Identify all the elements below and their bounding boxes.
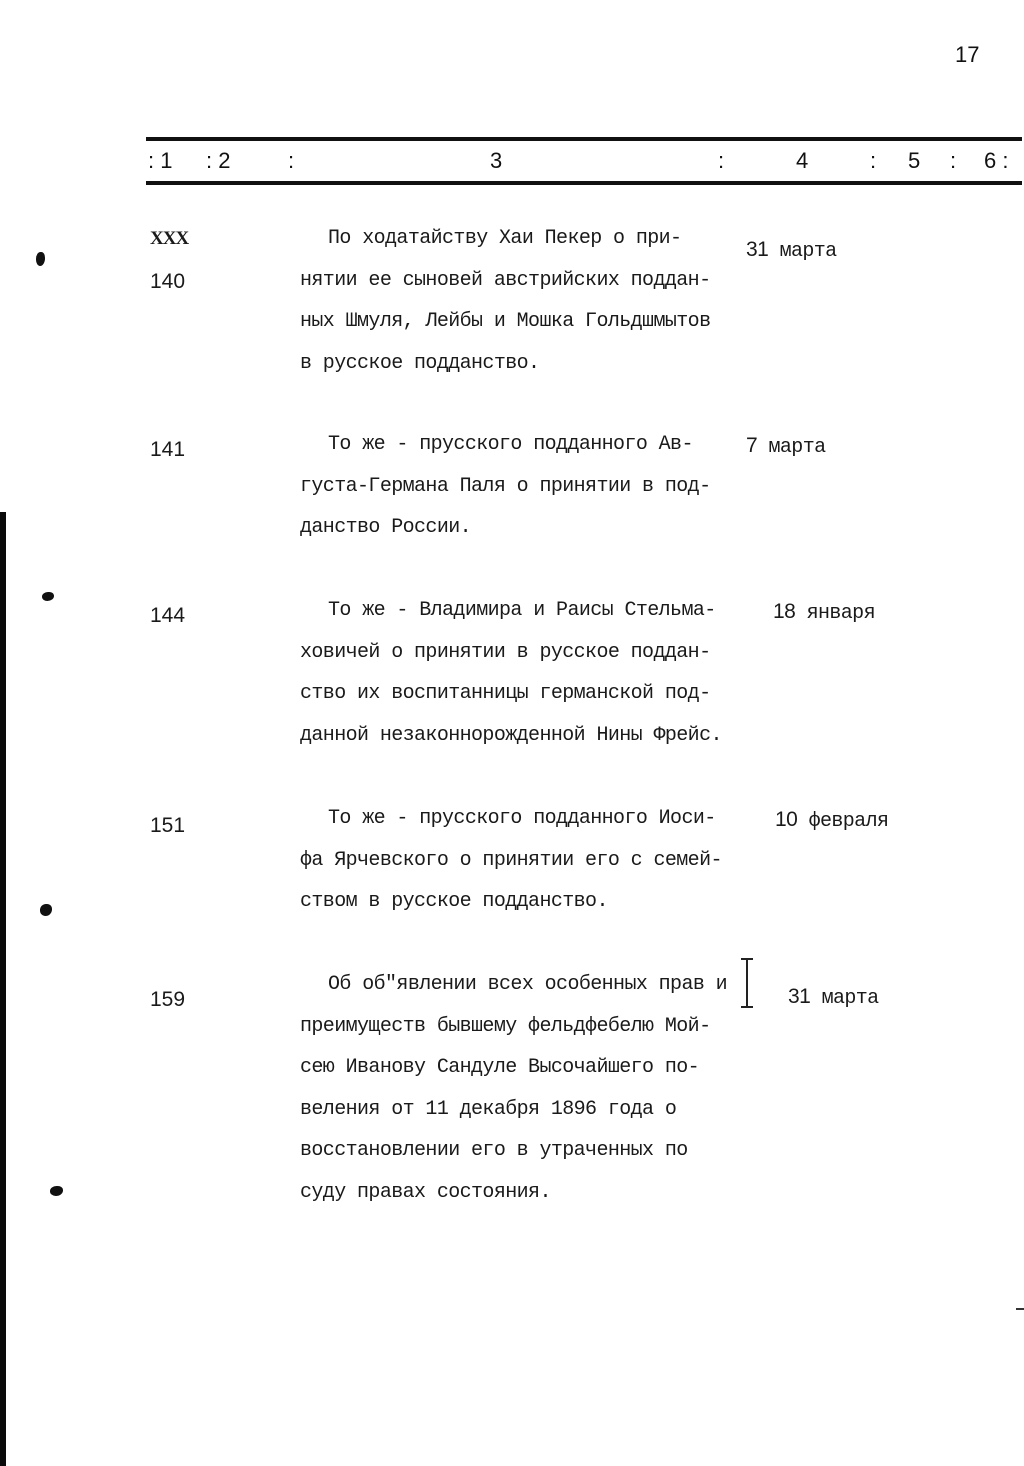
header-col-3: 3 [490, 148, 503, 173]
header-col-5: 5 [908, 148, 921, 173]
entry-date: 18 января [773, 600, 875, 625]
header-col-4: 4 [796, 148, 809, 173]
table-header [0, 148, 1024, 176]
entry-date: 31 марта [746, 238, 837, 263]
entry-prefix: XXX [150, 228, 189, 249]
entry-date: 10 февраля [775, 808, 889, 833]
entry-text: По ходатайству Хаи Пекер о при- нятии ее сыновей австрийских поддан- ных Шмуля, Лейбы и Мошка Гольдшмытов в русское подданство. [300, 227, 711, 375]
punch-hole-mark [42, 592, 54, 601]
entry-id: 151 [150, 814, 186, 837]
entry-text: То же - Владимира и Раисы Стельма- ховичей о принятии в русское поддан- ство их воспитанницы германской под- данной незаконнорожденной Нины Фрейс. [300, 599, 722, 747]
entry-id: 159 [150, 988, 186, 1011]
entry-date: 31 марта [788, 985, 879, 1010]
entry-text: То же - прусского подданного Ав- густа-Германа Паля о принятии в под- данство России. [300, 433, 711, 539]
header-separator: : [950, 148, 957, 173]
header-col-6: 6 : [984, 148, 1009, 173]
header-separator: : [718, 148, 725, 173]
header-rule-bottom [146, 181, 1022, 185]
entry-id: 141 [150, 438, 186, 461]
page-number: 17 [955, 42, 980, 67]
entry-id: 140 [150, 270, 186, 293]
punch-hole-mark [40, 904, 52, 916]
entry-text: Об об"явлении всех особенных прав и преимуществ бывшему фельдфебелю Мой- сею Иванову Сандуле Высочайшего по- веления от 11 декабря 1896 года о восстановлении его в утраченных по суду правах состояния. [300, 973, 728, 1204]
header-rule-top [146, 137, 1022, 141]
header-col-2: : 2 [206, 148, 231, 173]
header-separator: : [288, 148, 295, 173]
entry-text: То же - прусского подданного Иоси- фа Ярчевского о принятии его с семей- ством в русское подданство. [300, 807, 722, 913]
entry-id: 144 [150, 604, 186, 627]
header-col-1: : 1 [148, 148, 173, 173]
header-separator: : [870, 148, 877, 173]
punch-hole-mark [36, 252, 45, 266]
punch-hole-mark [50, 1186, 63, 1196]
margin-dash-mark [1016, 1308, 1024, 1310]
insertion-mark [746, 958, 748, 1008]
entry-date: 7 марта [746, 434, 826, 459]
scan-edge-shadow [0, 512, 6, 1466]
